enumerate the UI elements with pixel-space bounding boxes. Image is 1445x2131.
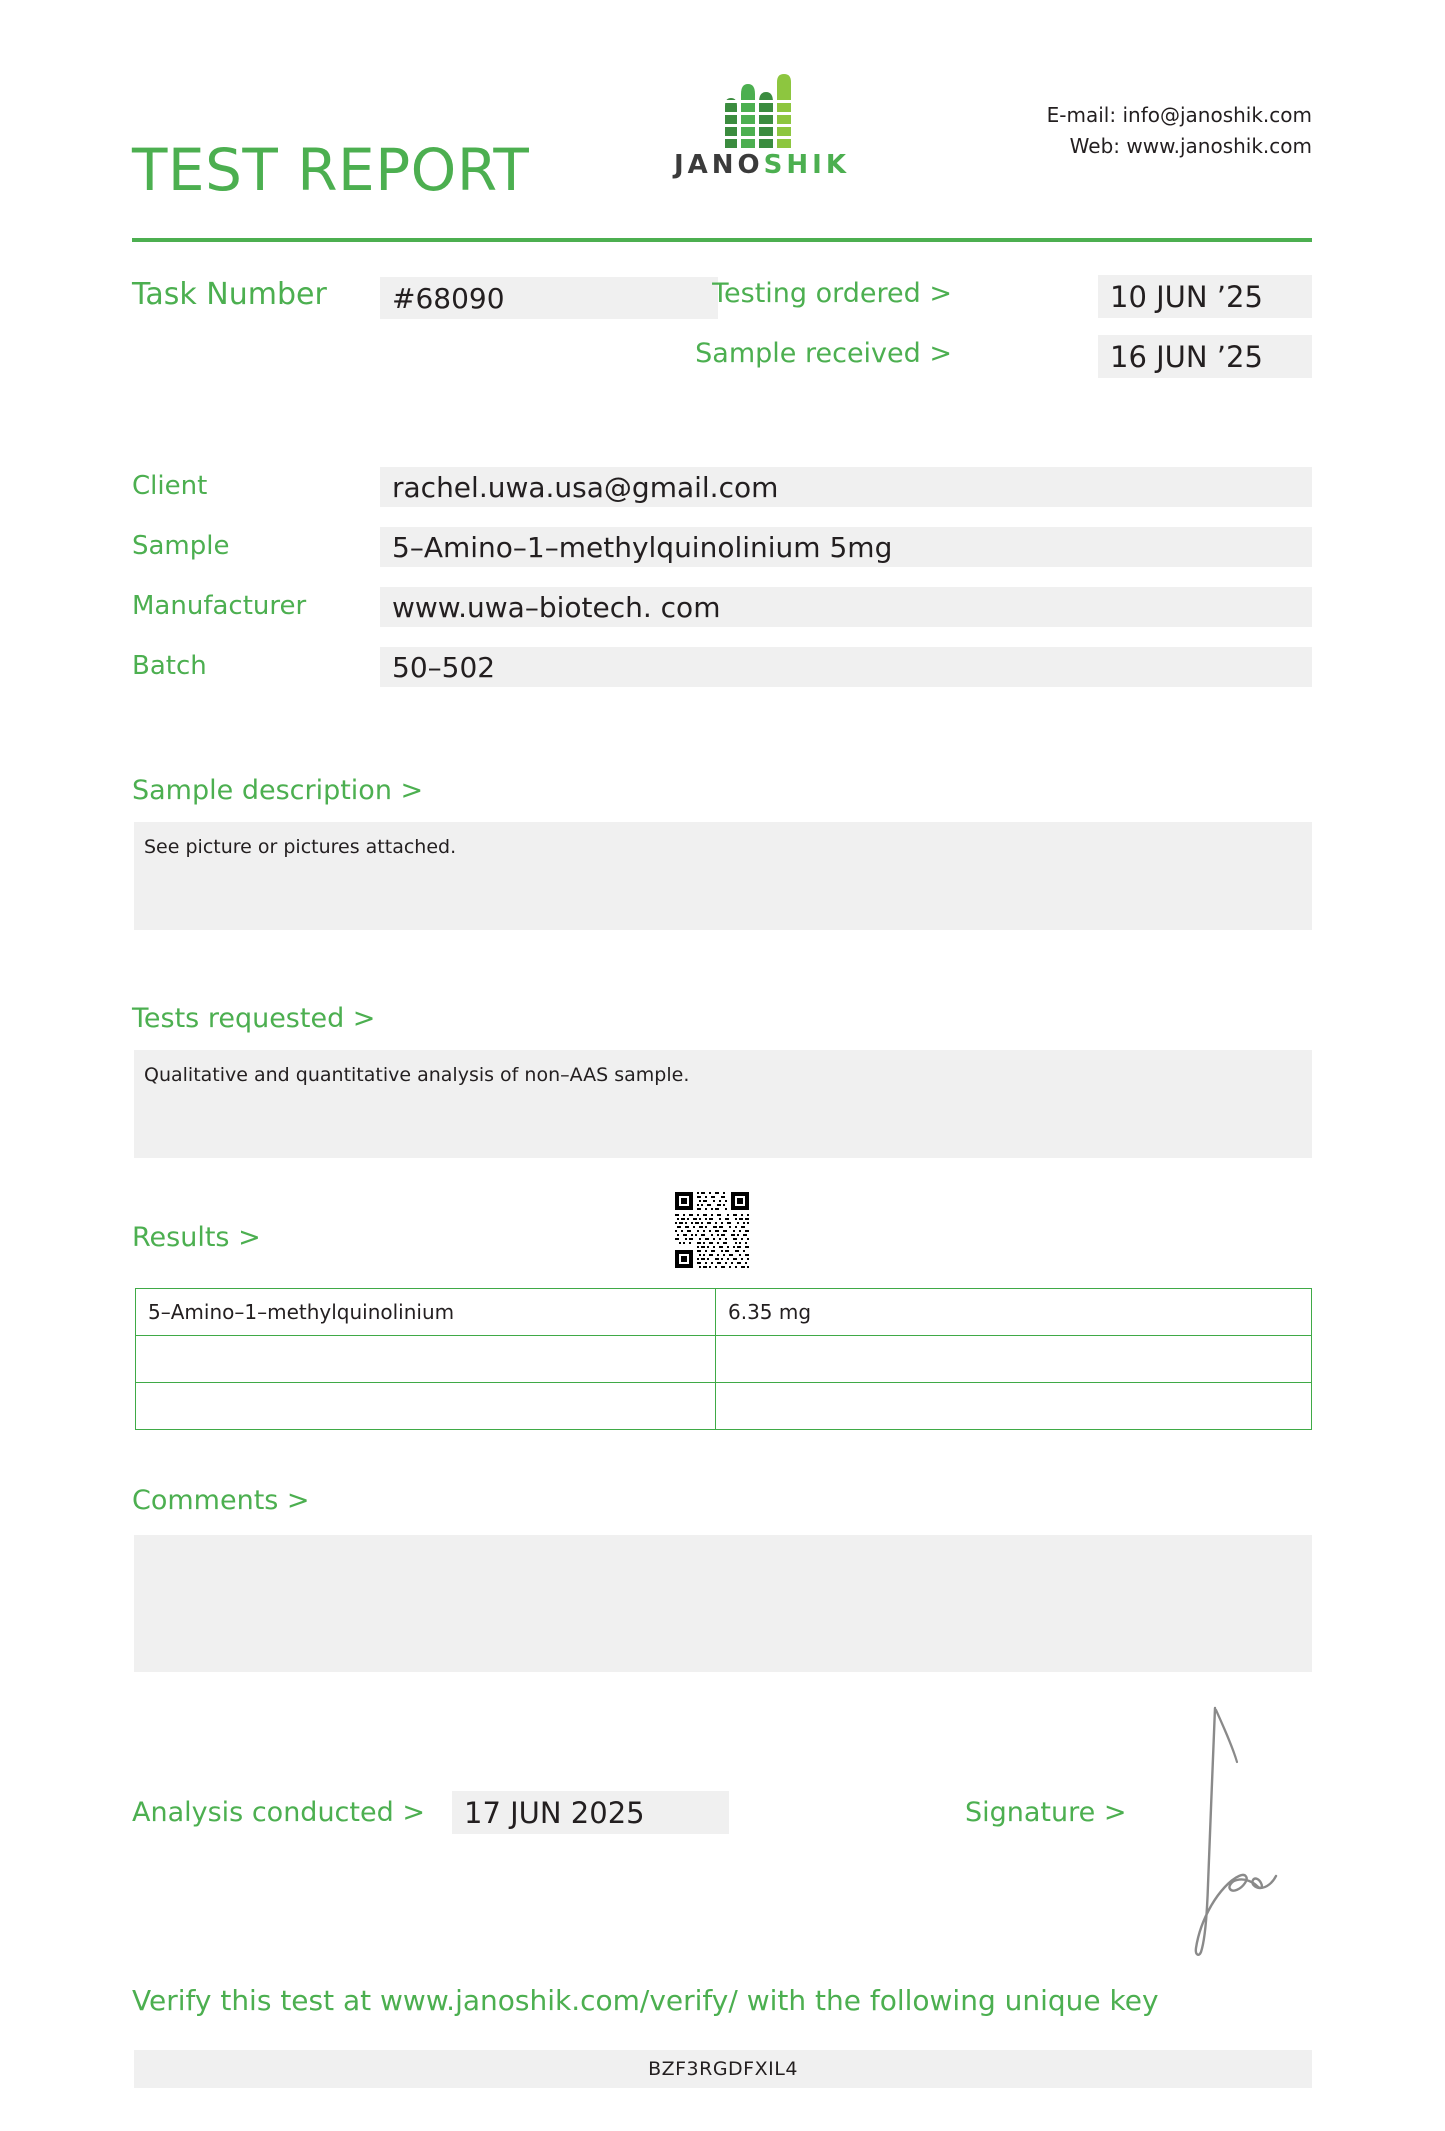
tests-requested-box bbox=[134, 1050, 1312, 1158]
testing-ordered-value: 10 JUN ’25 bbox=[1098, 275, 1312, 318]
sample-description-box bbox=[134, 822, 1312, 930]
comments-box bbox=[134, 1535, 1312, 1672]
logo-word-part2: SHIK bbox=[763, 150, 850, 180]
logo-word-part1: JANO bbox=[674, 150, 764, 180]
report-header bbox=[132, 70, 1312, 204]
qr-code-icon bbox=[673, 1190, 771, 1270]
verify-instructions: Verify this test at www.janoshik.com/verify/ with the following unique key bbox=[132, 1984, 1159, 2017]
result-name-cell: 5–Amino–1–methylquinolinium bbox=[136, 1289, 716, 1336]
results-heading: Results > bbox=[132, 1222, 261, 1253]
task-number-value: #68090 bbox=[380, 277, 718, 319]
manufacturer-value: www.uwa–biotech. com bbox=[380, 587, 1312, 627]
result-amount-cell bbox=[716, 1336, 1312, 1383]
sample-description-heading: Sample description > bbox=[132, 775, 424, 806]
batch-value: 50–502 bbox=[380, 647, 1312, 687]
comments-heading: Comments > bbox=[132, 1485, 310, 1516]
tests-requested-heading: Tests requested > bbox=[132, 1003, 376, 1034]
analysis-conducted-value: 17 JUN 2025 bbox=[452, 1791, 729, 1834]
batch-label: Batch bbox=[132, 651, 207, 681]
contact-web: Web: www.janoshik.com bbox=[1069, 134, 1312, 158]
logo-wordmark bbox=[637, 150, 887, 180]
client-label: Client bbox=[132, 471, 208, 501]
result-amount-cell bbox=[716, 1383, 1312, 1430]
page-title: TEST REPORT bbox=[132, 136, 530, 204]
contact-email: E-mail: info@janoshik.com bbox=[1046, 103, 1312, 127]
table-row bbox=[136, 1289, 1312, 1336]
sample-description-text: See picture or pictures attached. bbox=[144, 836, 457, 858]
task-number-label: Task Number bbox=[132, 277, 327, 312]
signature-image bbox=[1175, 1700, 1305, 1960]
result-name-cell bbox=[136, 1383, 716, 1430]
results-table bbox=[135, 1288, 1312, 1430]
table-row bbox=[136, 1336, 1312, 1383]
result-name-cell bbox=[136, 1336, 716, 1383]
sample-label: Sample bbox=[132, 531, 230, 561]
header-divider bbox=[132, 238, 1312, 242]
contact-block bbox=[1047, 100, 1312, 162]
unique-key-value: BZF3RGDFXIL4 bbox=[134, 2050, 1312, 2088]
sample-value: 5–Amino–1–methylquinolinium 5mg bbox=[380, 527, 1312, 567]
janoshik-logo bbox=[637, 70, 887, 195]
sample-received-label: Sample received > bbox=[695, 338, 952, 369]
manufacturer-label: Manufacturer bbox=[132, 591, 307, 621]
signature-label: Signature > bbox=[965, 1797, 1127, 1828]
client-value: rachel.uwa.usa@gmail.com bbox=[380, 467, 1312, 507]
tests-requested-text: Qualitative and quantitative analysis of non–AAS sample. bbox=[144, 1064, 690, 1086]
comments-text bbox=[134, 1535, 1312, 1547]
sample-received-value: 16 JUN ’25 bbox=[1098, 335, 1312, 378]
analysis-conducted-label: Analysis conducted > bbox=[132, 1797, 425, 1828]
result-amount-cell: 6.35 mg bbox=[716, 1289, 1312, 1336]
testing-ordered-label: Testing ordered > bbox=[712, 278, 952, 309]
logo-mountain-icon bbox=[637, 70, 887, 156]
table-row bbox=[136, 1383, 1312, 1430]
